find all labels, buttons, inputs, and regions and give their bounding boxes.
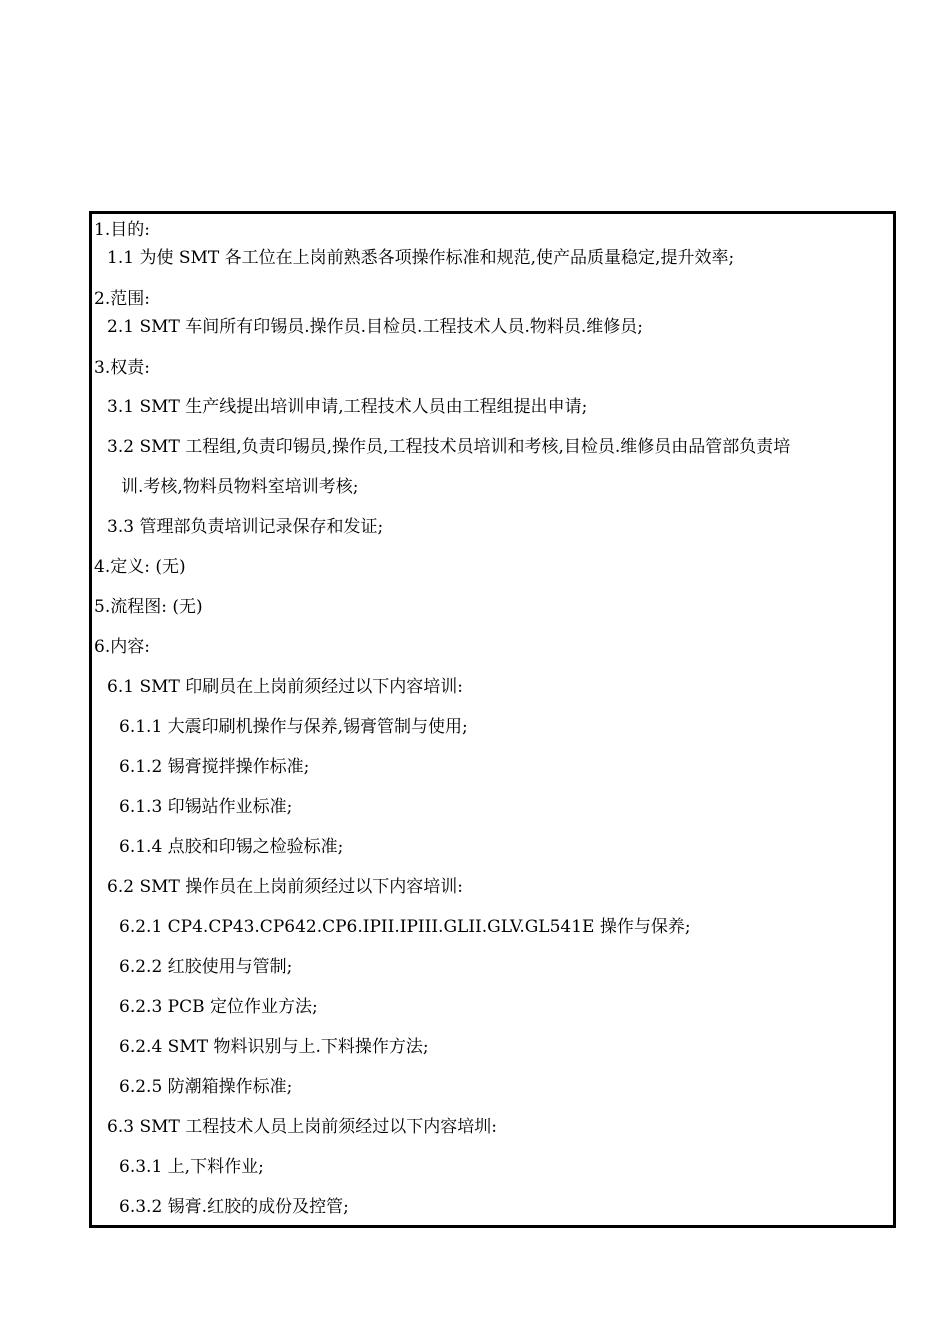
section-6-3-2: 6.3.2 锡膏.红胶的成份及控管; xyxy=(119,1197,349,1217)
section-6-1-3: 6.1.3 印锡站作业标准; xyxy=(119,797,293,817)
section-3-heading: 3.权责: xyxy=(94,358,150,378)
document-frame xyxy=(89,211,896,1228)
section-6-3-1: 6.3.1 上,下料作业; xyxy=(119,1157,264,1177)
section-3-2: 3.2 SMT 工程组,负责印锡员,操作员,工程技术员培训和考核,目检员.维修员由品管部负责培 xyxy=(107,437,791,457)
section-6-2-3: 6.2.3 PCB 定位作业方法; xyxy=(119,997,318,1017)
section-6-2-2: 6.2.2 红胶使用与管制; xyxy=(119,957,293,977)
section-6-1-4: 6.1.4 点胶和印锡之检验标准; xyxy=(119,837,344,857)
section-6-2-4: 6.2.4 SMT 物料识别与上.下料操作方法; xyxy=(119,1037,429,1057)
section-2-1: 2.1 SMT 车间所有印锡员.操作员.目检员.工程技术人员.物料员.维修员; xyxy=(107,317,643,337)
section-6-1: 6.1 SMT 印刷员在上岗前须经过以下内容培训: xyxy=(107,677,463,697)
section-6-2: 6.2 SMT 操作员在上岗前须经过以下内容培训: xyxy=(107,877,463,897)
section-6-3: 6.3 SMT 工程技术人员上岗前须经过以下内容培圳: xyxy=(107,1117,497,1137)
section-1-1: 1.1 为使 SMT 各工位在上岗前熟悉各项操作标准和规范,使产品质量稳定,提升效率; xyxy=(107,248,735,268)
section-6-2-1: 6.2.1 CP4.CP43.CP642.CP6.IPII.IPIII.GLII.GLV.GL541E 操作与保养; xyxy=(119,917,691,937)
section-6-2-5: 6.2.5 防潮箱操作标准; xyxy=(119,1077,293,1097)
section-3-2-continued: 训.考核,物料员物料室培训考核; xyxy=(121,477,359,497)
section-1-heading: 1.目的: xyxy=(94,220,150,240)
section-4-heading: 4.定义: (无) xyxy=(94,557,186,577)
section-5-heading: 5.流程图: (无) xyxy=(94,597,203,617)
section-6-heading: 6.内容: xyxy=(94,637,150,657)
section-3-3: 3.3 管理部负责培训记录保存和发证; xyxy=(107,517,384,537)
section-6-1-2: 6.1.2 锡膏搅拌操作标准; xyxy=(119,757,310,777)
section-6-1-1: 6.1.1 大震印刷机操作与保养,锡膏管制与使用; xyxy=(119,717,468,737)
section-2-heading: 2.范围: xyxy=(94,289,150,309)
section-3-1: 3.1 SMT 生产线提出培训申请,工程技术人员由工程组提出申请; xyxy=(107,397,588,417)
